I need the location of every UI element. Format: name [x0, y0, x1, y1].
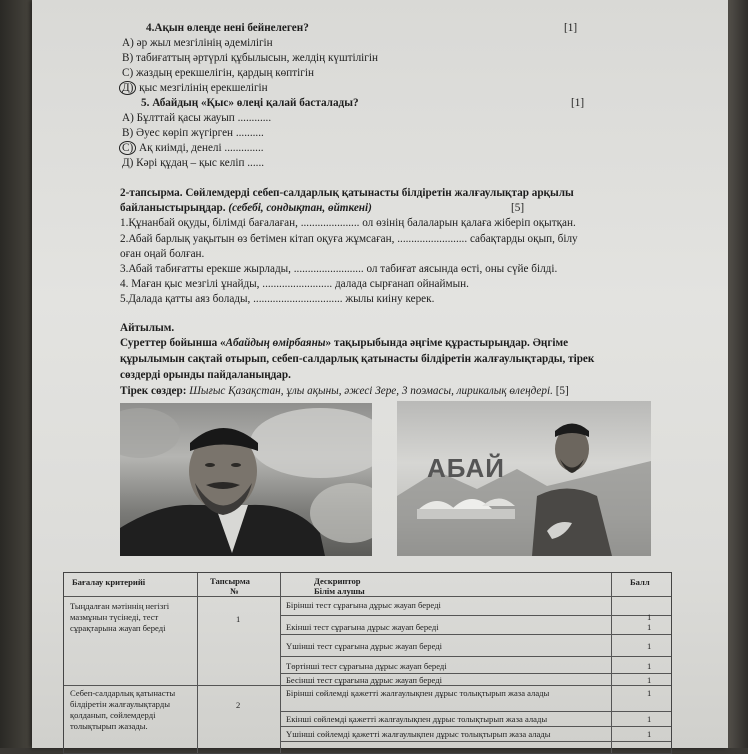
header-learner: Білім алушы [314, 586, 365, 596]
speaking-p1-b: » тақырыбында әңгіме құрастырыңдар. Әңгіме [325, 337, 569, 349]
abai-caption: АБАЙ [427, 453, 505, 483]
speaking-heading: Айтылым. [120, 322, 175, 334]
table-col-divider-1 [197, 573, 198, 753]
task2-line-2: 2.Абай барлық уақытын өз бетімен кітап оқуға жұмсаған, ......................... сабақтарды оқып, білу [120, 233, 578, 245]
q5-option-a: А) Бұлттай қасы жауып ............ [122, 112, 272, 124]
group2-criteria-line2: білдіретін жалғаулықтарды [70, 699, 170, 709]
g2-row2-points: 1 [647, 714, 652, 724]
row-divider [280, 711, 671, 712]
g2-row2-text: Екінші сөйлемді қажетті жалғаулықпен дұрыс толықтырып жаза алады [286, 714, 548, 724]
task2-line-1: 1.Құнанбай оқуды, білімді бағалаған, ..................... ол өзінің балаларын қалаға жіберіп оқытқан. [120, 217, 576, 229]
header-task: Тапсырма [210, 576, 250, 586]
row-divider [280, 673, 671, 674]
group2-criteria-line3: қолданып, сөйлемдерді [70, 710, 156, 720]
group2-task: 2 [236, 700, 241, 710]
q4-title: 4.Ақын өлеңде нені бейнелеген? [146, 22, 309, 34]
speaking-p1-a: Суреттер бойынша « [120, 337, 226, 349]
g1-row1-text: Бірінші тест сұрағына дұрыс жауап береді [286, 600, 441, 610]
row-divider [280, 615, 671, 616]
task2-mark: [5] [511, 202, 525, 214]
group1-criteria-line1: Тыңдалған мәтіннің негізгі [70, 601, 170, 611]
q4-mark: [1] [564, 22, 578, 34]
speaking-paragraph-2: құрылымын сақтай отырып, себеп-салдарлық қатынасты білдіретін жалғаулықтарды, тірек [120, 353, 595, 365]
g1-row3-points: 1 [647, 641, 652, 651]
speaking-paragraph-3: сөздерді орынды пайдаланыңдар. [120, 369, 291, 381]
q5-answer-circle: С) [119, 141, 136, 155]
g2-row1-text: Бірінші сөйлемді қажетті жалғаулықпен дұрыс толықтырып жаза алады [286, 688, 550, 698]
q5-mark: [1] [571, 97, 585, 109]
speaking-p1-italic: Абайдың өмірбаяны [225, 337, 326, 349]
g1-row2-text: Екінші тест сұрағына дұрыс жауап береді [286, 622, 439, 632]
row-divider [280, 726, 671, 727]
task2-hint: (себебі, сондықтан, өйткені) [228, 202, 372, 214]
g1-row1-points: 1 [647, 612, 652, 622]
keywords-text: Шығыс Қазақстан, ұлы ақыны, әжесі Зере, 3 поэмасы, лирикалық өлеңдері. [189, 385, 553, 397]
speaking-paragraph-1 [120, 337, 568, 350]
g1-row3-text: Үшінші тест сұрағына дұрыс жауап береді [286, 641, 443, 651]
group-divider [64, 685, 671, 686]
q5-option-c-text: Ақ киімді, денелі .............. [136, 142, 264, 154]
keywords-label: Тірек сөздер: [120, 385, 187, 397]
row-divider [280, 656, 671, 657]
q5-option-c [122, 142, 264, 155]
g1-row4-text: Төртінші тест сұрағына дұрыс жауап береді [286, 661, 447, 671]
group2-criteria-line1: Себеп-салдарлық қатынасты [70, 688, 176, 698]
background-left [0, 0, 34, 748]
group1-criteria-line3: сұрақтарына жауап береді [70, 623, 166, 633]
g1-row5-points: 1 [647, 675, 652, 685]
speaking-mark: [5] [555, 385, 569, 397]
g1-row2-points: 1 [647, 622, 652, 632]
group1-task: 1 [236, 614, 241, 624]
q4-option-a: А) әр жыл мезгілінің әдемілігін [122, 37, 273, 49]
q4-option-b: В) табиғаттың әртүрлі құбылысын, желдің күштілігін [122, 52, 378, 64]
abai-caption-photo [397, 401, 651, 556]
speaking-keywords [120, 385, 569, 398]
task2-line-2-cont: оған оңай болған. [120, 248, 205, 260]
g2-row3-text: Үшінші сөйлемді қажетті жалғаулықпен дұрыс толықтырып жаза алады [286, 729, 551, 739]
task2-title-line2 [120, 202, 372, 215]
g1-row4-points: 1 [647, 661, 652, 671]
q5-title: 5. Абайдың «Қыс» өлеңі қалай басталады? [141, 97, 359, 109]
assessment-table [63, 572, 672, 754]
group2-criteria-line4: толықтырып жазады. [70, 721, 148, 731]
q4-option-d [122, 82, 268, 95]
row-divider [280, 741, 671, 742]
task2-line-3: 3.Абай табиғатты ерекше жырлады, ......................... ол табиғат аясында өсті, оны сүйе білді. [120, 263, 558, 275]
header-points: Балл [630, 577, 650, 587]
task2-title: 2-тапсырма. Сөйлемдерді себеп-салдарлық қатынасты білдіретін жалғаулықтар арқылы [120, 187, 574, 199]
g1-row5-text: Бесінші тест сұрағына дұрыс жауап береді [286, 675, 442, 685]
task2-title-text: байланыстырыңдар. [120, 202, 226, 214]
header-task-no: № [230, 586, 239, 596]
header-criteria: Бағалау критерийі [72, 577, 146, 587]
g2-row1-points: 1 [647, 688, 652, 698]
task2-line-5: 5.Далада қатты аяз болады, ................................ жылы киіну керек. [120, 293, 435, 305]
q5-option-b: В) Әуес көріп жүгірген .......... [122, 127, 264, 139]
g2-row3-points: 1 [647, 729, 652, 739]
q5-option-d: Д) Кәрі құдаң – қыс келіп ...... [122, 157, 265, 169]
q4-option-c: С) жаздың ерекшелігін, қардың көптігін [122, 67, 314, 79]
table-header-divider [64, 596, 671, 597]
group1-criteria-line2: мазмұнын түсінеді, тест [70, 612, 159, 622]
background-right [727, 0, 748, 748]
q4-answer-circle: Д) [119, 81, 136, 95]
header-descriptor: Дескриптор [314, 576, 361, 586]
task2-line-4: 4. Маған қыс мезгілі ұнайды, ......................... далада сырғанап ойнаймын. [120, 278, 469, 290]
q4-option-d-text: қыс мезгілінің ерекшелігін [136, 82, 268, 94]
row-divider [280, 634, 671, 635]
abai-portrait-photo [120, 403, 372, 556]
abai-portrait-illustration [120, 403, 372, 556]
